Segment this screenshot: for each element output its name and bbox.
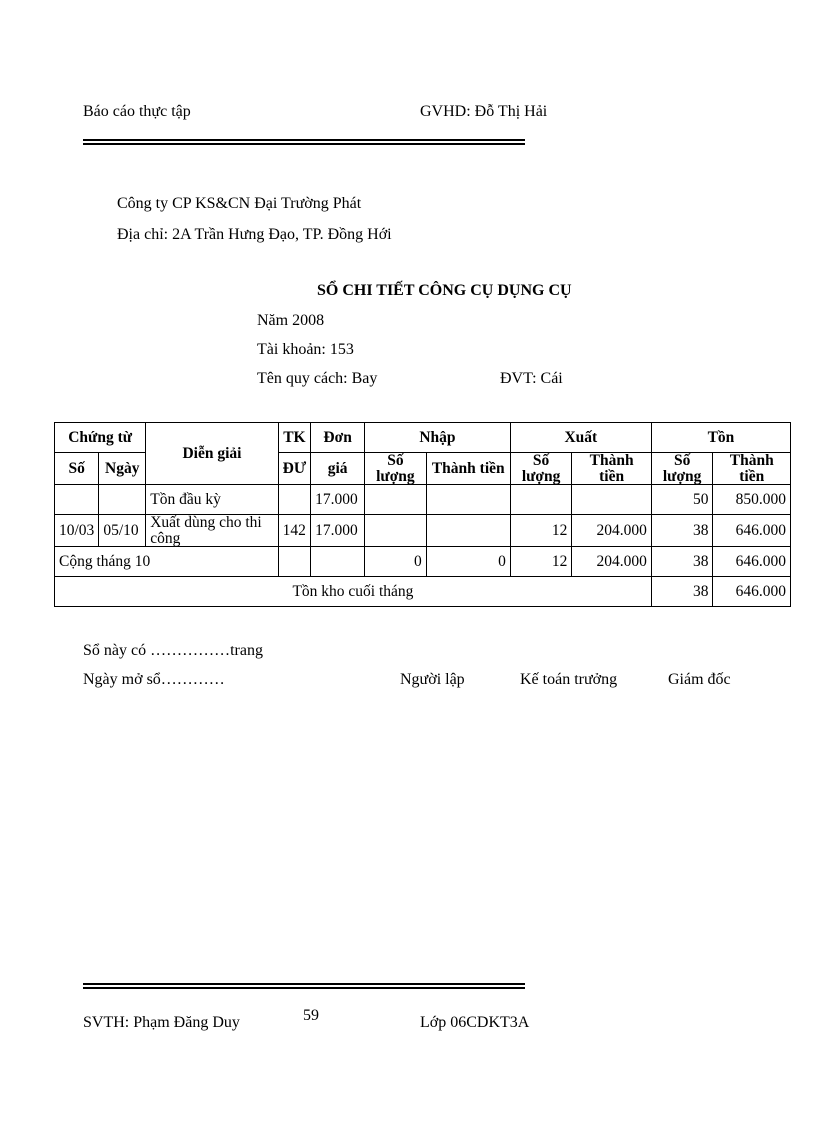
header-amount-balance: Thành tiền	[713, 453, 791, 485]
document-title: SỔ CHI TIẾT CÔNG CỤ DỤNG CỤ	[317, 282, 572, 299]
cell-voucher-number: 10/03	[55, 515, 99, 547]
company-address: Địa chỉ: 2A Trần Hưng Đạo, TP. Đồng Hới	[117, 226, 392, 243]
footer-divider	[83, 983, 525, 989]
total-price-empty	[311, 547, 365, 577]
header-right: GVHD: Đỗ Thị Hải	[420, 103, 548, 120]
header-description: Diễn giải	[146, 423, 278, 485]
cell-qty-out: 12	[510, 515, 572, 547]
cell-account: 142	[278, 515, 311, 547]
table-row	[55, 485, 791, 515]
total-amount-out: 204.000	[572, 547, 651, 577]
table-row	[55, 515, 791, 547]
closing-qty-balance: 38	[651, 577, 713, 607]
header-amount-in: Thành tiền	[426, 453, 510, 485]
cell-price: 17.000	[311, 515, 365, 547]
page-number: 59	[303, 1007, 319, 1024]
cell-voucher-number	[55, 485, 99, 515]
header-voucher: Chứng từ	[55, 423, 146, 453]
header-voucher-date: Ngày	[99, 453, 146, 485]
cell-voucher-date: 05/10	[99, 515, 146, 547]
header-qty-out: Số lượng	[510, 453, 572, 485]
total-amount-in: 0	[426, 547, 510, 577]
closing-label: Tồn kho cuối tháng	[55, 577, 652, 607]
cell-qty-balance: 50	[651, 485, 713, 515]
header-price-2: giá	[311, 453, 365, 485]
cell-description: Xuất dùng cho thi công	[146, 515, 278, 547]
account-label: Tài khoản: 153	[257, 341, 354, 358]
footer-class: Lớp 06CDKT3A	[420, 1014, 530, 1031]
cell-qty-out	[510, 485, 572, 515]
total-amount-balance: 646.000	[713, 547, 791, 577]
total-qty-out: 12	[510, 547, 572, 577]
cell-amount-out: 204.000	[572, 515, 651, 547]
header-qty-in: Số lượng	[365, 453, 427, 485]
header-account-1: TK	[278, 423, 311, 453]
spec-label: Tên quy cách: Bay	[257, 370, 378, 387]
header-voucher-number: Số	[55, 453, 99, 485]
header-account-2: ĐƯ	[278, 453, 311, 485]
closing-amount-balance: 646.000	[713, 577, 791, 607]
header-inbound: Nhập	[365, 423, 511, 453]
footer-student: SVTH: Phạm Đăng Duy	[83, 1014, 240, 1031]
total-qty-balance: 38	[651, 547, 713, 577]
opened-note: Ngày mở sổ…………	[83, 671, 225, 688]
unit-label: ĐVT: Cái	[500, 370, 563, 387]
table-closing-row	[55, 577, 791, 607]
pages-note: Sổ này có ……………trang	[83, 642, 263, 659]
cell-qty-in	[365, 515, 427, 547]
header-left: Báo cáo thực tập	[83, 103, 191, 120]
signature-chief-accountant: Kế toán trưởng	[520, 671, 618, 688]
ledger-table	[54, 422, 791, 607]
cell-voucher-date	[99, 485, 146, 515]
cell-description: Tồn đầu kỳ	[146, 485, 278, 515]
cell-price: 17.000	[311, 485, 365, 515]
signature-preparer: Người lập	[400, 671, 465, 688]
company-name: Công ty CP KS&CN Đại Trường Phát	[117, 195, 362, 212]
total-label: Cộng tháng 10	[55, 547, 279, 577]
table-header-row-1	[55, 423, 791, 453]
header-divider	[83, 139, 525, 145]
header-balance: Tồn	[651, 423, 790, 453]
cell-qty-in	[365, 485, 427, 515]
cell-account	[278, 485, 311, 515]
cell-amount-balance: 646.000	[713, 515, 791, 547]
cell-amount-balance: 850.000	[713, 485, 791, 515]
header-qty-balance: Số lượng	[651, 453, 713, 485]
signature-director: Giám đốc	[668, 671, 731, 688]
cell-amount-in	[426, 485, 510, 515]
header-amount-out: Thành tiền	[572, 453, 651, 485]
cell-amount-out	[572, 485, 651, 515]
cell-amount-in	[426, 515, 510, 547]
total-account-empty	[278, 547, 311, 577]
total-qty-in: 0	[365, 547, 427, 577]
table-total-row	[55, 547, 791, 577]
header-price-1: Đơn	[311, 423, 365, 453]
header-outbound: Xuất	[510, 423, 651, 453]
year-label: Năm 2008	[257, 312, 325, 329]
cell-qty-balance: 38	[651, 515, 713, 547]
